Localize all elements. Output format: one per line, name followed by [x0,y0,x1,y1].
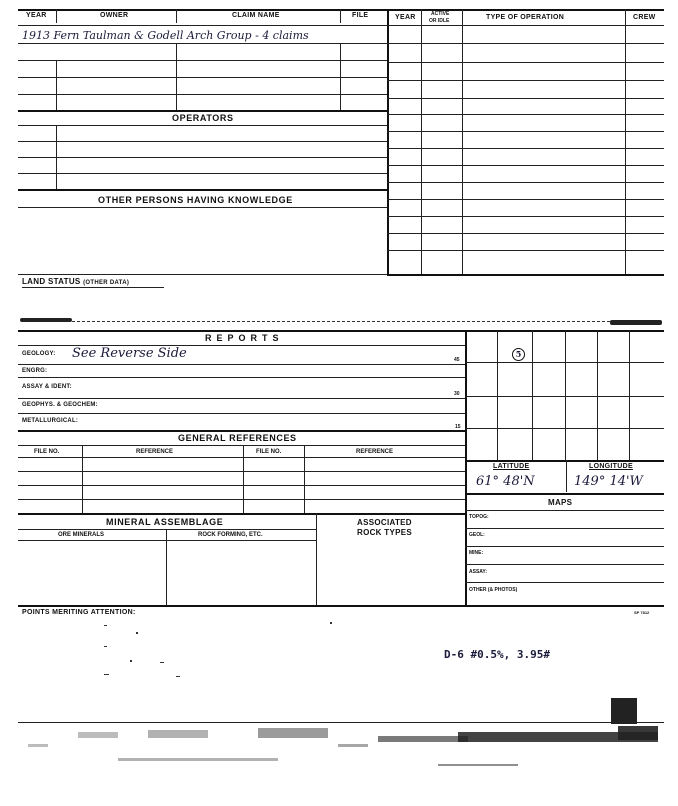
smudge-right [610,320,662,325]
col-year: YEAR [26,12,47,19]
col-claim-name: CLAIM NAME [232,12,280,19]
maps-mine: MINE: [469,550,484,556]
ref-reference-1: REFERENCE [136,449,174,455]
ref-reference-2: REFERENCE [356,449,394,455]
other-persons-heading: OTHER PERSONS HAVING KNOWLEDGE [98,195,293,205]
land-status-text: LAND STATUS [22,277,81,286]
geophys-label: GEOPHYS. & GEOCHEM: [22,402,98,408]
maps-other: OTHER (& PHOTOS) [469,587,518,593]
maps-geol: GEOL: [469,532,485,538]
rock-types-label: ROCK TYPES [357,528,413,537]
col-crew: CREW [633,14,656,21]
assay-label: ASSAY & IDENT: [22,384,72,390]
reports-title: REPORTS [205,333,284,343]
col-idle: OR IDLE [429,18,450,24]
col-year-2: YEAR [395,14,416,21]
col-active: ACTIVE [431,11,450,17]
maps-assay: ASSAY: [469,569,488,575]
points-label: POINTS MERITING ATTENTION: [22,609,136,616]
smudge-left [20,318,72,322]
black-square [611,698,637,724]
col-owner: OWNER [100,12,129,19]
ref-file-no-2: FILE NO. [256,449,282,455]
maps-topog: TOPOG: [469,514,489,520]
geology-label: GEOLOGY: [22,351,56,357]
col-file: FILE [352,12,369,19]
num-45: 45 [454,357,460,363]
general-references-title: GENERAL REFERENCES [178,433,297,443]
mineral-assemblage-title: MINERAL ASSEMBLAGE [106,517,224,527]
grid-mark: 5 [512,348,525,361]
engrg-label: ENGRG: [22,368,48,374]
rock-forming-label: ROCK FORMING, ETC. [198,532,263,538]
ore-minerals-label: ORE MINERALS [58,532,105,538]
scan-noise [18,724,664,774]
latitude-label: LATITUDE [493,463,530,470]
land-status-label [22,277,129,286]
owner-entry: 1913 Fern Taulman & Godell Arch Group - 4 claims [22,29,309,42]
longitude-value: 149° 14'W [574,474,643,489]
land-status-sub: (OTHER DATA) [83,280,130,286]
metallurgical-label: METALLURGICAL: [22,418,79,424]
sample-note: D-6 #0.5%, 3.95# [444,648,550,661]
latitude-value: 61° 48'N [476,474,535,489]
num-30: 30 [454,391,460,397]
form-code: SP 7812 [634,610,650,615]
maps-title: MAPS [548,498,573,507]
num-15: 15 [455,424,461,430]
geology-value: See Reverse Side [72,346,187,361]
col-type-of-operation: TYPE OF OPERATION [486,14,565,21]
longitude-label: LONGITUDE [589,463,633,470]
associated-label: ASSOCIATED [357,518,412,527]
ref-file-no-1: FILE NO. [34,449,60,455]
operators-heading: OPERATORS [172,113,234,123]
